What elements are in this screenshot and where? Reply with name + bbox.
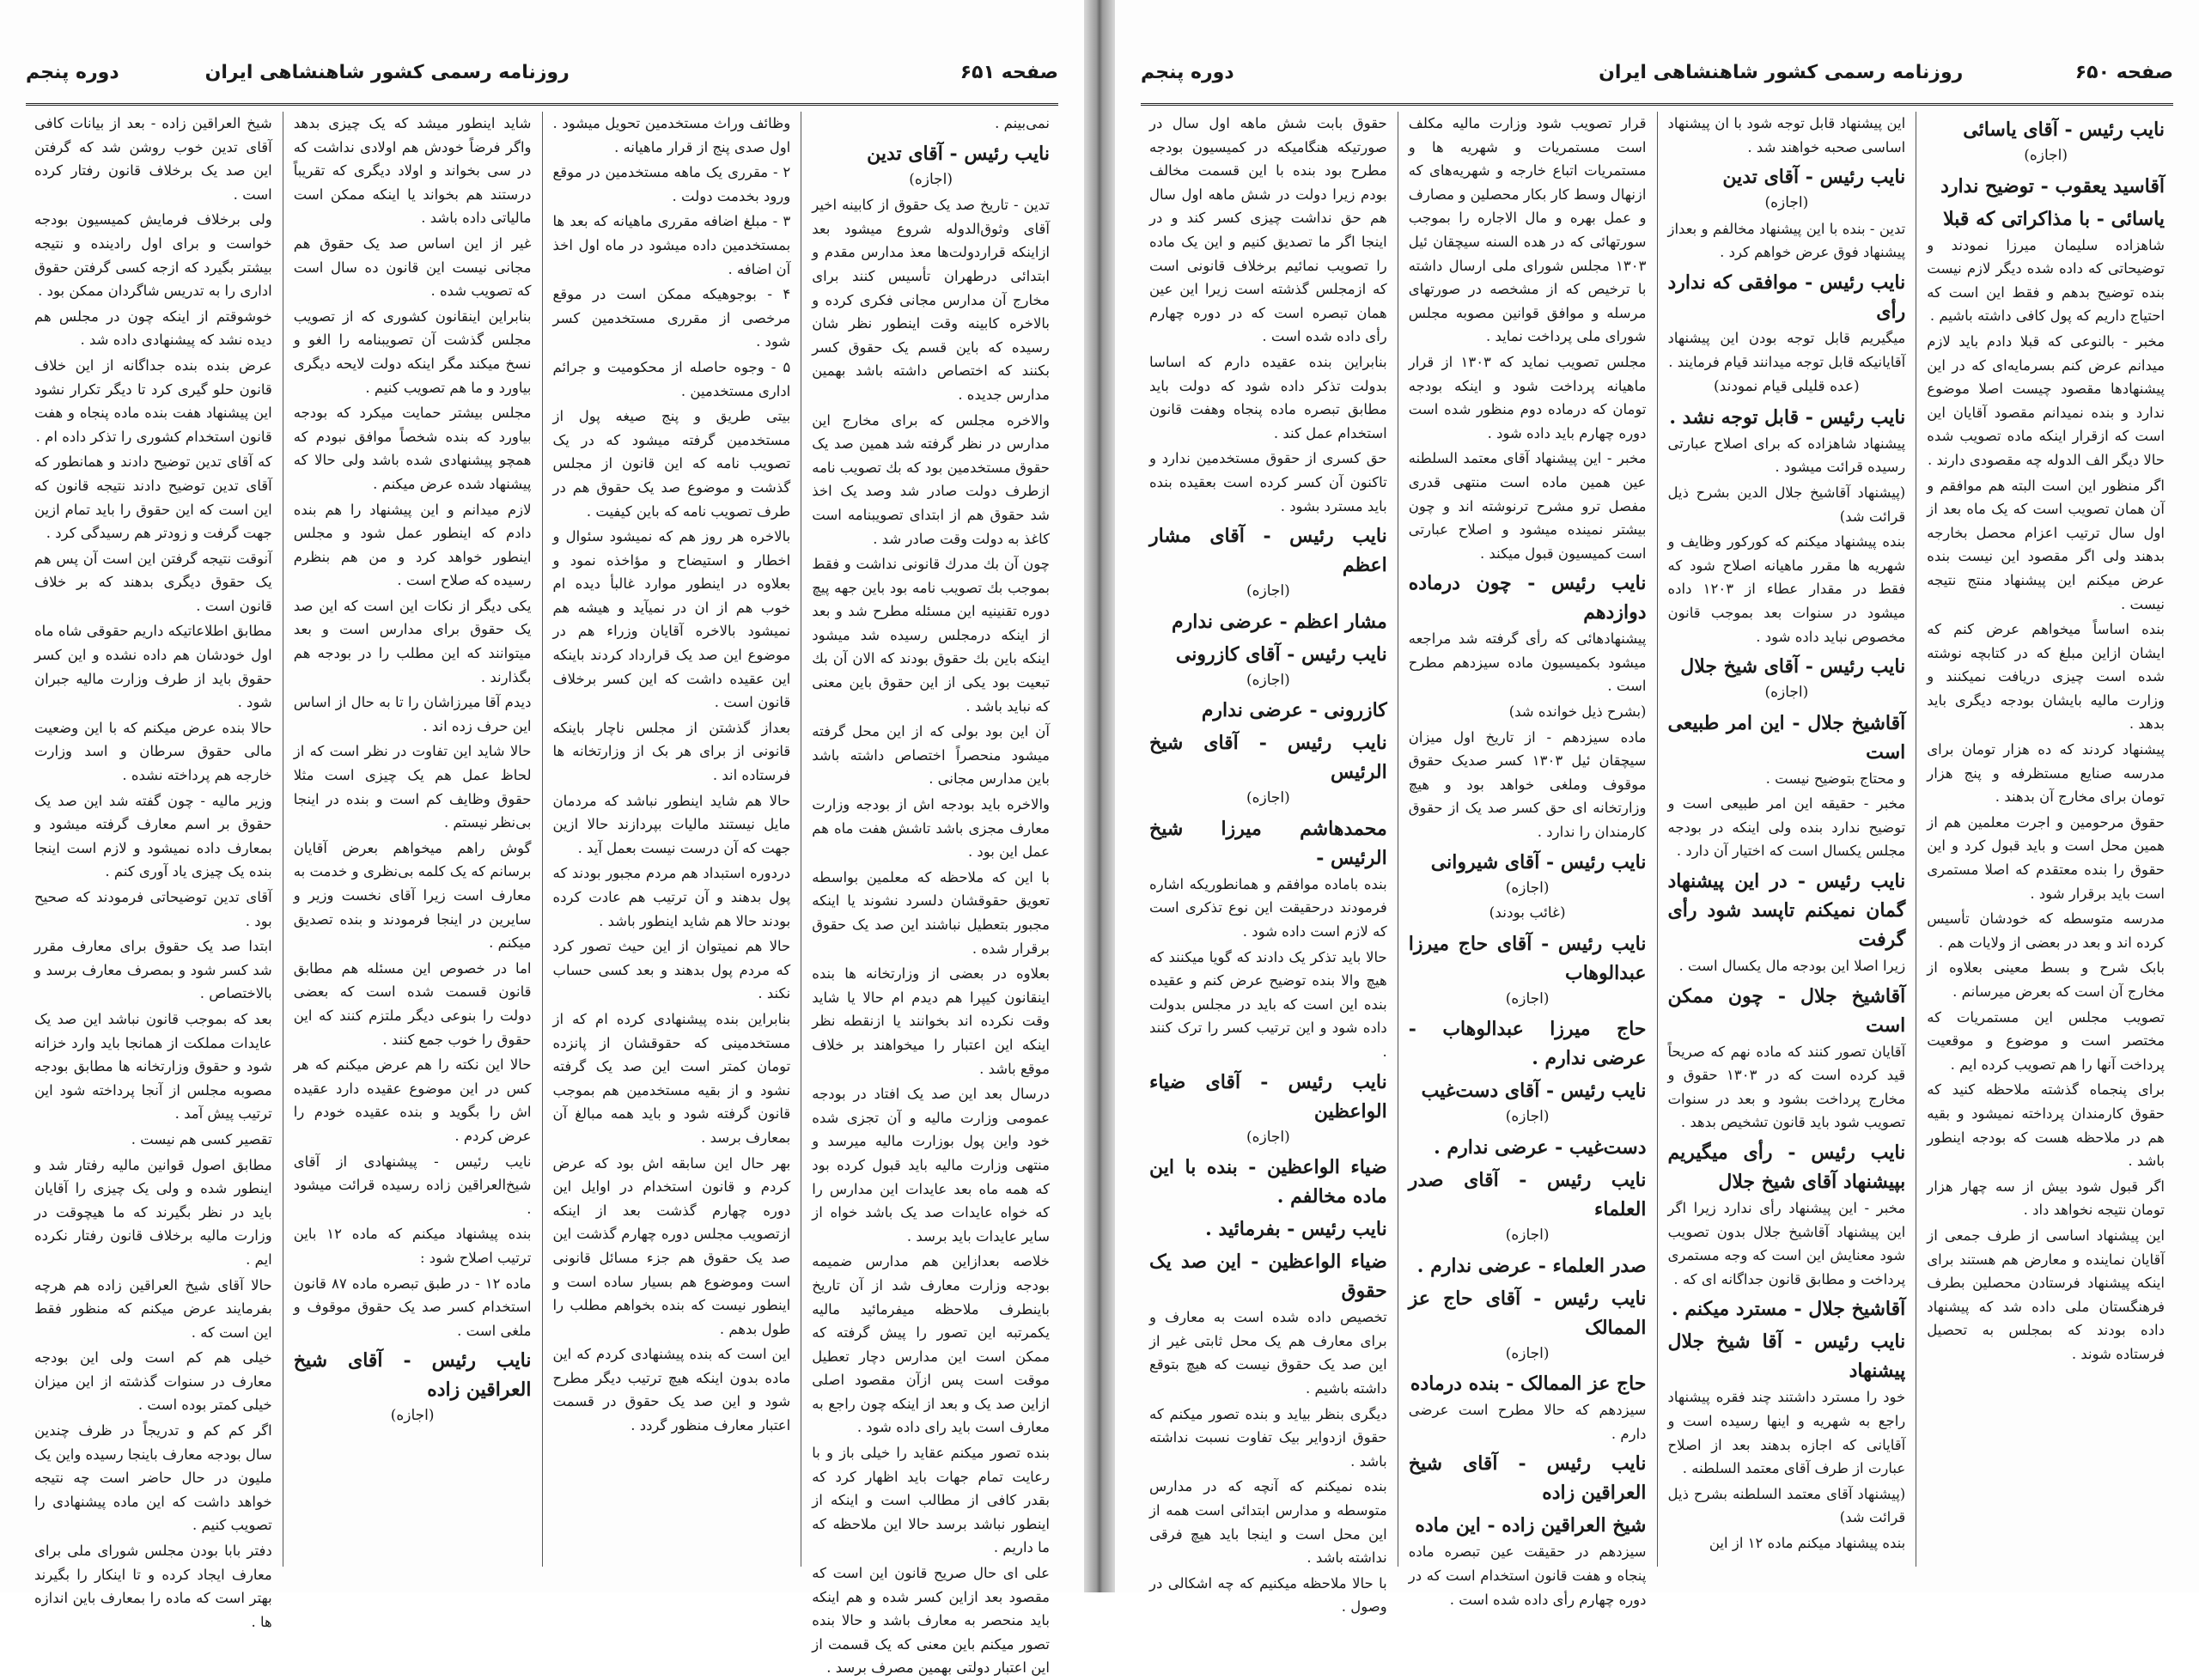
paragraph: مخبر - این پیشنهاد رأی ندارد زیرا اگر این پیشنهاد آقاشیخ جلال بدون تصویب شود معنایش این است که وجه مستمری پرداخت و مطابق قانون جداگانه ای که . [1667,1200,1906,1287]
parenthetical-note: (اجازه) [1505,1227,1550,1244]
speaker-heading: نایب رئیس - آقای شیخ العراقین زاده [293,1349,532,1402]
speaker-heading: نایب رئیس - آقای کازرونی [1175,642,1387,666]
left-page [0,0,1084,1677]
speaker-heading: مشار اعظم - عرضی ندارم [1172,610,1387,633]
speaker-heading: ضیاء الواعظین - بنده با این ماده مخالفم . [1149,1156,1387,1208]
right-page [1115,0,2199,1616]
paragraph: بنده پیشنهاد میکنم که ماده ۱۲ باین ترتیب اصلاح شود : [293,1226,532,1266]
paragraph: سیزدهم که حالا مطرح است عرضی دارم . [1408,1402,1647,1442]
parenthetical-note: (اجازه) [1505,1344,1550,1362]
paragraph: حالا باید تذکر یک دادند که گویا میکنند که هیچ والا بنده توضیح عرض کنم و عقیده بنده این است که باید در مجلس بدولت داده شود و این ترتیب کسر را ترک کنند . [1149,948,1387,1061]
speaker-heading: نایب رئیس - چون درماده دوازدهم [1408,572,1647,624]
paragraph: آقای تدین توضیحاتی فرمودند که صحیح بود . [34,889,272,929]
speaker-heading: نایب رئیس - آقای شیخ العراقین زاده [1408,1452,1647,1505]
parenthetical-note: (اجازه) [1505,879,1550,897]
paragraph: دفتر بابا بودن مجلس شورای ملی برای معارف ایجاد کرده و تا اینکار را بگیرند بهتر است که ماده را بمعارف باین اندازه ها . [34,1543,272,1630]
paragraph: وزیر مالیه - چون گفته شد این صد یک حقوق بر اسم معارف گرفته میشود و بمعارف داده نمیشود و لازم است اینجا بنده یک چیزی یاد آوری کنم . [34,792,272,880]
left-page-number: صفحه ۶۵۱ [959,62,1058,83]
paragraph: مخبر - بالنوعی که قبلا دادم باید لازم میدانم عرض کنم بسرمایه‌ای که در این پیشنهادها مقصود چیست اصلا موضوع ندارد و بنده نمیدانم مقصود آقایان این است که ازقرار اینکه ماده تصویب شده حالا دیگر الف الدوله چه مقصودی دارند . [1927,332,2165,468]
paragraph: مدرسه متوسطه که خودشان تأسیس کرده اند و بعد در بعضی از ولایات هم . [1927,910,2165,951]
paragraph: حق کسری از حقوق مستخدمین ندارد و تاکنون آن کسر کرده است بعقیده بنده باید مسترد بشود . [1149,450,1387,514]
paragraph: زیرا اصلا این بودجه مال یکسال است . [1678,958,1906,975]
parenthetical-note: (اجازه) [909,170,953,188]
right-page-era: دوره پنجم [1141,62,1234,83]
paragraph: ماده ۱۲ - در طبق تبصره ماده ۸۷ قانون استخدام کسر صد یک حقوق موقوف و ملغی است . [293,1275,532,1339]
speaker-heading: نایب رئیس - آقای ضیاء الواعظین [1149,1070,1387,1123]
paragraph: آن این بود بولی که از این محل گرفته میشود منحصراً اختصاص داشته باشد باین مدارس مجانی . [812,723,1050,788]
speaker-heading: نایب رئیس - آقای تدین [1722,166,1906,189]
paragraph: که آقای تدین توضیح دادند و همانطور که آقای تدین توضیح دادند نتیجه قانون که این است که این حقوق را باید تمام ازین جهت گرفت و زودتر هم رسیدگی کرد . [34,453,272,542]
parenthetical-note: (اجازه) [1764,684,1809,702]
speaker-heading: کازرونی - عرضی ندارم [1201,699,1387,722]
paragraph: بنابراین بنده عقیده دارم که اساسا بدولت تذکر داده شود که دولت باید مطابق تبصره ماده پنجاه وهفت قانون استخدام عمل کند . [1149,353,1387,441]
paragraph: اما در خصوص این مسئله هم مطابق قانون قسمت شده است که بعضی دولت را بنوعی دیگر ملتزم کنند که این حقوق را خوب جمع کنند . [293,959,532,1048]
paragraph: حالا هم نمیتوان از این حیث تصور کرد که مردم پول بدهند و بعد کسی حساب نکند . [552,938,791,1002]
paragraph: این پیشنهاد قابل توجه شود با ان پیشنهاد اساسی صحبه خواهند شد . [1667,115,1906,155]
paragraph: حقوق بابت شش ماهه اول سال در صورتیکه هنگامیکه در کمیسیون بودجه مطرح بود بنده با این قسمت مخالف بودم زیرا دولت در شش ماهه اول سال هم حق نداشت چیزی کسر کند و در اینجا اگر ما تصدیق کنیم و این یک ماده را تصویب نمائیم برخلاف قانونی است که ازمجلس گذشته است زیرا این عین همان تبصره است که در دوره چهارم رأی داده شده است . [1149,115,1387,345]
parenthetical-note: (اجازه) [2024,147,2068,164]
paragraph: غیر از این اساس صد یک حقوق هم مجانی نیست این قانون ده سال است که تصویب شده . [293,234,532,300]
right-page-number: صفحه ۶۵۰ [2074,62,2173,83]
paragraph: مخبر - این پیشنهاد آقای معتمد السلطنه عین همین ماده است منتهی قدری مفصل ترو مشرح ترنوشته اند و چون بیشتر نمینده میشود و اصلاح عبارتی است کمیسیون قبول میکند . [1408,450,1647,562]
paragraph: نایب رئیس - پیشنهادی از آقای شیخ‌العراقین زاده رسیده قرائت میشود . [293,1153,532,1217]
speaker-heading: نایب رئیس - آقای یاسائی [1963,119,2165,141]
paragraph: مجلس تصویب نماید که ۱۳۰۳ از قرار ماهیانه پرداخت شود و اینکه بودجه تومان که درماده دوم منظور شده است دوره چهارم باید داده شود . [1408,353,1647,441]
speaker-heading: نایب رئیس - آقای حاج میرزا عبدالوهاب [1408,932,1647,984]
right-page-title: روزنامه رسمی کشور شاهنشاهی ایران [1599,62,1964,83]
paragraph: پیشنهاد شاهزاده که برای اصلاح عبارتی رسیده قرائت میشود . [1667,435,1906,476]
paragraph: مجلس بیشتر حمایت میکرد که بودجه بیاورد که بنده شخصاً موافق نبودم که همچو پیشنهادی شده باشد ولی حالا که پیشنهاد شده عرض میکنم . [293,405,532,492]
paragraph: با حالا ملاحظه میکنیم که چه اشکالی در وصول . [1149,1574,1387,1616]
paragraph: حقوق مرحومین و اجرت معلمین هم از همین محل است و باید قبول کرد و این حقوق را بنده معتقدم که اصلا مستمری است باید برقرار شود . [1927,813,2165,902]
paragraph: ولی برخلاف فرمایش کمیسیون بودجه خواست و برای اول رادینده و نتیجه بیشتر بگیرد که ازجه کسی گرفتن حقوق اداری را به تدریس شاگردان ممکن بود . [34,211,272,300]
speaker-heading: نایب رئیس - آقای تدین [867,142,1050,165]
left-page-header [26,53,1058,106]
paragraph: این است که بنده پیشنهادی کردم که این ماده بدون اینکه هیچ ترتیب دیگر مطرح شود و این صد یک حقوق در قسمت اعتبار معارف منظور گردد . [552,1346,791,1434]
paragraph: بعلاوه در بعضی از وزارتخانه ها بنده اینقانون کیپرا هم دیدم ام حالا یا شاید وقت نکرده اند بخوانند یا ازنقطه نظر اینکه این اعتبار را میخواهند بر خلاف موقع باشد . [812,965,1050,1077]
paragraph: ابتدا صد یک حقوق برای معارف مقرر شد کسر شود و بمصرف معارف برسد و بالاختصاص . [34,938,272,1002]
paragraph: نمی‌بینم . [995,115,1050,131]
speaker-heading: آقاشیخ جلال - چون ممکن است [1667,984,1906,1037]
speaker-heading: نایب رئیس - آقای مشار اعظم [1149,525,1387,577]
speaker-heading: نایب رئیس - در این پیشنهاد گمان نمیکنم تاپسد شود رأی گرفت [1667,870,1906,952]
paragraph: ۳ - مبلغ اضافه مقرری ماهیانه که بعد ها بمستخدمین داده میشود در ماه اول اخذ آن اضافه . [552,213,791,277]
paragraph: والاخره باید بودجه اش از بودجه وزارت معارف مجزی باشد تاشش هفت ماه هم عمل این بود . [812,796,1050,861]
parenthetical-note: (اجازه) [1246,671,1290,689]
right-page-column [1398,112,1657,1608]
right-page-column [1916,112,2175,1567]
paragraph: ۴ - بوجوهیکه ممکن است در موقع مرخصی از مقرری مستخدمین کسر شود . [552,286,791,350]
paragraph: حالا بنده عرض میکنم که با این وضعیت مالی حقوق سرطان و اسد وزارت خارجه هم پرداخته نشده . [34,719,272,784]
right-page-columns [1139,112,2175,1616]
left-page-column [24,112,283,1630]
paragraph: بعداز گذشتن از مجلس ناچار باینکه قانونی از برای هر بک از وزارتخانه ها فرستاده اند . [552,719,791,784]
paragraph: بنده پیشنهاد میکنم که کورکور وظایف و شهریه ها مقرر ماهیانه اصلاح شود که فقط در مقدار عطاء از ۱۲۰۳ داده میشود در سنوات بعد بموجب قانون مخصوص نباید داده شود . [1667,533,1906,645]
paragraph: و محتاج بتوضیح نیست . [1765,770,1906,787]
speaker-heading: آقاسید یعقوب - توضیح ندارد [1940,174,2165,198]
paragraph: لازم میدانم و این پیشنهاد را هم بنده دادم که اینطور عمل شود و مجلس اینطور خواهد کرد و من هم بنظرم رسیده که صلاح است . [293,501,532,589]
right-page-column [1139,112,1398,1616]
paragraph: مطابق اطلاعاتیکه داریم حقوقی شاه ماه اول خودشان هم داده نشده و این کسر حقوق باید از طرف وزارت مالیه جبران شود . [34,623,272,711]
paragraph: تخصیص داده شده است به معارف و برای معارف هم یک محل ثابتی غیر از این صد یک حقوق نیست که هیچ بتوقع داشته باشیم . [1149,1309,1387,1397]
parenthetical-note: (اجازه) [1246,789,1290,807]
paragraph: (پیشنهاد آقای معتمد السلطنه بشرح ذیل قرائت شد) [1667,1485,1906,1526]
paragraph: (بشرح ذیل خوانده شد) [1508,703,1647,721]
right-page-header [1141,53,2173,106]
paragraph: با این که ملاحظه که معلمین بواسطه تعویق حقوقشان دلسرد نشوند یا اینکه مجبور بتعطیل نباشند این صد یک حقوق برقرار شده . [812,868,1050,957]
paragraph: بنده باماده موافقم و همانطوریکه اشاره فرمودند درحقیقت این نوع تذکری است که لازم است داده شود . [1149,875,1387,940]
speaker-heading: یاسائی - با مذاکراتی که قبلا [1943,207,2165,230]
parenthetical-note: (اجازه) [1505,989,1550,1007]
paragraph: (پیشنهاد آقاشیخ جلال الدین بشرح ذیل قرائت شد) [1667,484,1906,525]
paragraph: تصویب مجلس این مستمریات که مختصر است و موضوع و موقعیت پرداخت آنها را هم تصویب کرده ایم . [1927,1008,2165,1073]
paragraph: گوش راهم میخواهم بعرض آقایان برسانم که یک کلمه بی‌نظری و خدمت به معارف است زیرا آقای نخست وزیر و سایرین در اینجا فرمودند و بنده تصدیق میکنم . [293,839,532,952]
paragraph: چون آن بك مدرك قانونی نداشت و فقط بموجب بك تصويب نامه بود باین جهه پیچ دوره تقنینیه این مسئله مطرح شد و بعد از اینکه درمجلس رسیده شد میشود اینکه باین بك حقوق بودند که الان آن بك تبعیت بود یکی از این حقوق باین معنی که نباید باشد . [812,556,1050,715]
paragraph: ۲ - مقرری یک ماهه مستخدمین در موقع ورود بخدمت دولت . [552,164,791,204]
paragraph: خوشوقتم از اینکه چون در مجلس هم دیده نشد که پیشنهادی داده شد . [34,307,272,349]
paragraph: مطابق اصول قوانین مالیه رفتار شد و اینطور شده و ولی یک چیزی را آقایان باید در نظر بگیرند که ما هیچوقت در وزارت مالیه برخلاف قانون رفتار نکرده ایم . [34,1156,272,1268]
paragraph: اگر کم کم و تدریجاً در ظرف چندین سال بودجه معارف باینجا رسیده واین یک ملیون در حال حاضر است چه نتیجه خواهد داشت که این ماده پیشنهادی را تصویب کنیم . [34,1422,272,1534]
speaker-heading: نایب رئیس - آقای شیخ الرئیس [1149,732,1387,784]
paragraph: بیتی طریق و پنج صیغه پول از مستخدمین گرفته میشود که در یک تصویب نامه که این قانون از مجلس گذشت و موضوع صد یک حقوق هم در طرف تصویب نامه که باین کیفیت . [552,408,791,520]
left-page-columns [24,112,1060,1677]
parenthetical-note: (عده قلیلی قیام نمودند) [1714,378,1860,396]
speaker-heading: نایب رئیس - آقای حاج عز الممالک [1408,1287,1647,1339]
paragraph: عرض بنده بنده جداگانه از این خلاف قانون حلو گیری کرد تا دیگر تکرار نشود این پیشنهاد هفت بنده ماده پنجاه و هفت قانون استخدام کشوری را تذکر داده ام . [34,356,272,445]
paragraph: مخبر - حقیقه این امر طبیعی است و توضیح ندارد بنده ولی اینکه در بودجه مجلس یکسال است که اختیار آن دارد . [1667,795,1906,860]
paragraph: آقایان تصور کنند که ماده نهم که صریحاً قید کرده است که در ۱۳۰۳ حقوق و مخارج پرداخت بشود و بعد در سنوات تصویب شود باید قانون تشخیص بدهد . [1667,1043,1906,1131]
paragraph: ماده سیزدهم - از تاریخ اول میزان سیچقان ئیل ۱۳۰۳ کسر صدیک حقوق موقوف وملغی خواهد بود و هیچ وزارتخانه ای حق کسر صد یک از حقوق کارمندان را ندارد . [1408,728,1647,841]
paragraph: بنده پیشنهاد میکنم ماده ۱۲ از این [1709,1534,1906,1551]
speaker-heading: آقاشیخ جلال - مسترد میکنم . [1672,1298,1906,1321]
paragraph: بابک شرح و بسط معینی بعلاوه از مخارج آن است که بعرض میرسانم . [1927,959,2165,1000]
speaker-heading: نایب رئیس - آقای صدر العلماء [1408,1169,1647,1220]
speaker-heading: نایب رئیس - آقای شیخ جلال [1680,655,1906,679]
paragraph: دیدم آقا میرزاشان را تا به حال از اساس این حرف زده اند . [293,694,532,734]
paragraph: بنابراین اینقانون کشوری که از تصویب مجلس گذشت آن تصویبنامه را الغو و نسخ میکند مگر اینکه دولت لایحه دیگری بیاورد و ما هم تصویب کنیم . [293,307,532,396]
speaker-heading: نایب رئیس - قابل توجه نشد . [1669,405,1906,429]
paragraph: بنده تصور میکنم عقاید را خیلی باز و با رعایت تمام جهات باید اظهار کرد که بقدر کافی از مطالب است و اینکه از اینطور نباشد برسد حالا این ملاحظه که ما داریم . [812,1445,1050,1556]
left-page-column [283,112,542,1567]
paragraph: قرار تصویب شود وزارت مالیه مکلف است مستمریات و شهریه ها و مستمریات اتباع خارجه و شهریه‌های که ازنهال وسط کار بکار محصلین و مصارف و عمل بهره و مال الاجاره را بموجب سورتهائی که در هده السنه سیچقان ئیل ۱۳۰۳ مجلس شورای ملی ارسال داشته با ترخیص که از مشخصه در صورتهای مرسله و موافق قوانین مصوبه مجلس شورای ملی پرداخت نماید . [1408,115,1647,345]
paragraph: یکی دیگر از نکات این است که این صد یک حقوق برای مدارس است و بعد میتوانند که این مطلب را در بودجه هم بگذارند . [293,597,532,685]
paragraph: بنده نمیکنم که آنچه که در مدارس متوسطه و مدارس ابتدائی است همه از این محل است و اینجا باید هیچ فرقی نداشته باشد . [1149,1478,1387,1567]
paragraph: حالا شاید این تفاوت در نظر است که از لحاظ عمل هم یک چیزی است مثلا حقوق وظایف کم است و بنده در اینجا بی‌نظر نیستم . [293,743,532,831]
parenthetical-note: (غائب بودند) [1489,904,1566,922]
speaker-heading: آقاشیخ جلال - این امر طبیعی است [1667,711,1906,764]
right-page-column [1657,112,1916,1567]
paragraph: خود را مسترد داشتند چند فقره پیشنهاد راجع به شهریه و اینها رسیده است و آقایانی که اجازه بدهند بعد از اصلاح عبارت از طرف آقای معتمد السلطنه . [1667,1389,1906,1477]
paragraph: اگر منظور این است البته هم موافقم و آن همان تصویب است که یک ماه بعد از اول سال ترتیب اعزام محصل بخارجه بدهند ولی اگر مقصود این نیست بنده عرض میکنم این پیشنهاد منتج نتیجه نیست . [1927,477,2165,612]
paragraph: دردوره استبداد هم مردم مجبور بودند که پول بدهند و آن ترتیب هم عادت کرده بودند حالا هم شاید اینطور باشد . [552,865,791,929]
paragraph: تدین - تاریخ صد یک حقوق از کابینه اخیر آقای وثوق‌الدوله شروع میشود بعد ازاینکه قراردولت‌ها معذ مدارس مقدم و ابتدائی درطهران تأسیس کنند برای مخارج آن مدارس مجانی فکری کرده و بالاخره کابینه وقت اینطور نظر شان رسیده که باین قسم یک حقوق کسر بکنند که اختصاص داشته باشد بهمین مدارس جدیده . [812,197,1050,403]
parenthetical-note: (اجازه) [1505,1108,1550,1126]
paragraph: خلاصه بعدازاین هم مدارس ضمیمه بودجه وزارت معارف شد از آن تاریخ باینطرف ملاحظه میفرمائید مالیه یکمرتبه این تصور را پیش گرفته که ممکن است این مدارس دچار تعطیل موقت است پس ازآن مقصود اصلی ازاین صد یک و بعد از اینکه چون راجع به معارف است باید رای داده شود . [812,1253,1050,1436]
paragraph: میگیریم قابل توجه بودن این پیشنهاد آقایانیکه قابل توجه میدانند قیام فرمایند . [1667,329,1906,370]
speaker-heading: ضیاء الواعظین - این صد یک حقوق [1149,1251,1387,1303]
speaker-heading: صدر العلماء - عرضی ندارم . [1416,1254,1647,1277]
paragraph: بنده اساساً میخواهم عرض کنم که ایشان ازاین مبلغ که در کتابچه نوشته شده است چیزی دریافت نمیکنند و وزارت مالیه بایشان بودجه دیگری باید بدهد . [1927,621,2165,733]
speaker-heading: محمدهاشم میرزا شیخ الرئیس - [1149,817,1387,869]
speaker-heading: حاج میرزا عبدالوهاب - عرضی ندارم . [1408,1018,1647,1070]
left-page-title: روزنامه رسمی کشور شاهنشاهی ایران [204,62,570,83]
speaker-heading: نایب رئیس - آقای دست‌غیب [1421,1080,1647,1103]
parenthetical-note: (اجازه) [1764,194,1809,212]
paragraph: بنابراین بنده پیشنهادی کرده ام که از مستخدمینی که حقوقشان از پانزده تومان کمتر است این صد یک گرفته نشود و از بقیه مستخدمین هم بموجب قانون گرفته شود و باید همه مبالغ آن بمعارف برسد . [552,1010,791,1146]
speaker-heading: دست‌غیب - عرضی ندارم . [1434,1136,1647,1159]
paragraph: حالا آقای شیخ العراقین زاده هم هرچه بفرمایند عرض میکنم که منظور فقط این است که . [34,1276,272,1341]
speaker-heading: نایب رئیس - بفرمائید . [1205,1218,1387,1241]
parenthetical-note: (اجازه) [1246,1128,1290,1146]
paragraph: تدین - بنده با این پیشنهاد مخالفم و بعداز پیشنهاد فوق عرض خواهم کرد . [1667,220,1906,261]
paragraph: وظائف وراث مستخدمین تحویل میشود . اول صدی پنج از قرار ماهیانه . [552,115,791,155]
paragraph: ۵ - وجوه حاصله از محکومیت و جرائم اداری مستخدمین . [552,358,791,399]
paragraph: درسال بعد این صد یک افتاد در بودجه عمومی وزارت مالیه و آن تجزی شده خود واین پول بوزارت مالیه میرسد و منتهی وزارت مالیه باید قبول کرده بود که همه ماه بعد عایدات این مدارس را که خواه عایدات صد یک باشد خواه از سایر عایدات باید برسد . [812,1086,1050,1245]
paragraph: دیگری بنظر بیاید و بنده تصور میکنم که حقوق ازدوایر بیک تفاوت نسبت نداشته باشد . [1149,1405,1387,1470]
parenthetical-note: (اجازه) [390,1407,435,1425]
speaker-heading: نایب رئیس - موافقی که ندارد رأی [1667,271,1906,323]
paragraph: علی ای حال صریح قانون این است که مقصود بعد ازاین کسر شده و هم اینکه باید منحصر به معارف باشد و حالا بنده تصور میکنم باین معنی که یک قسمت از این اعتبار دولتی بهمین مصرف برسد . [812,1565,1050,1677]
speaker-heading: حاج عز الممالک - بنده درماده [1410,1373,1647,1396]
paragraph: پیشنهاد کردند که ده هزار تومان برای مدرسه صنایع مستظرفه و پنج هزار تومان برای مخارج آن بدهند . [1927,741,2165,806]
left-page-era: دوره پنجم [26,62,119,83]
paragraph: حالا هم شاید اینطور نباشد که مردمان مایل نیستند مالیات بپردازند حالا ازین جهت که آن درست نیست بعمل آید . [552,792,791,856]
paragraph: خیلی هم کم است ولی این بودجه معارف در سنوات گذشته از این میزان خیلی کمتر بوده است . [34,1349,272,1414]
speaker-heading: شیخ العراقین زاده - این ماده [1415,1514,1647,1537]
paragraph: سیزدهم در حقیقت عین تبصره ماده پنجاه و هفت قانون استخدام است که در دوره چهارم رأی داده شده است . [1408,1543,1647,1608]
paragraph: بعد که بموجب قانون نباشد این صد یک عایدات مملکت از همانجا باید وارد خزانه شود و حقوق وزارتخانه ها مطابق بودجه مصوبه مجلس از آنجا پرداخته شود این ترتیب پیش آمد . [34,1010,272,1123]
paragraph: اگر قبول شود بیش از سه چهار هزار تومان نتیجه نخواهد داد . [1927,1178,2165,1219]
paragraph: حالا این نکته را هم عرض میکنم که هر کس در این موضوع عقیده دارد عقیده اش را بگوید و بنده عقیده خودم را عرض کردم . [293,1056,532,1144]
speaker-heading: نایب رئیس - رأی میگیریم بپیشنهاد آقای شیخ جلال [1667,1141,1906,1194]
left-page-column [801,112,1060,1677]
speaker-heading: نایب رئیس - آقای شیروانی [1430,850,1647,873]
paragraph: برای پنجماه گذشته ملاحظه کنید که حقوق کارمندان پرداخته نمیشود و بقیه هم در ملاحظه هست که بودجه اینطور باشد . [1927,1081,2165,1170]
left-page-column [542,112,801,1567]
paragraph: والاخره مجلس که برای مخارج این مدارس در نظر گرفته شد همین صد یک حقوق مستخدمین بود که بك تصويب نامه ازطرف دولت صادر شد وصد یک اخذ شد حقوق هم از ابتدای تصویبنامه است کاغذ به دولت وقت صادر شد . [812,411,1050,547]
paragraph: تقصیر کسی هم نیست . [131,1130,272,1147]
speaker-heading: نایب رئیس - آقا شیخ جلال پیشنهاد [1667,1330,1906,1383]
paragraph: شیخ العراقین زاده - بعد از بیانات کافی آقای تدین خوب روشن شد که گرفتن این صد یک برخلاف قانون رفتار کرده است . [34,115,272,203]
paragraph: شاید اینطور میشد که یک چیزی بدهد واگر فرضاً خودش هم اولادی نداشت که در سی بخواند و اولاد دیگری که تقریباً درستند هم بخواند یا اینکه ممکن است مالیاتی داده باشد . [293,115,532,227]
paragraph: این پیشنهاد اساسی از طرف جمعی از آقایان نماینده و معارض هم هستند برای اینکه پیشنهاد فرستادن محصلین بطرف فرهنگستان ملی داده شد که پیشنهاد داده بودند که بمجلس به تحصیل فرستاده شوند . [1927,1227,2165,1362]
paragraph: شاهزاده سلیمان میرزا نمودند و توضیحاتی که داده شده دیگر لازم نیست بنده توضیح بدهم و فقط این است که احتیاج داریم که پول کافی داشته باشیم . [1927,236,2165,325]
book-gutter [1084,0,1115,1592]
paragraph: بالاخره هر روز هم که نمیشود سئوال و اخطار و استیضاح و مؤاخذه نمود و بعلاوه در اینطور موارد غالبأ دیده ام خوب هم از ان در نمیآید و هیشه هم نمیشود بالاخره آقایان وزراء هم در موضوع این صد یک قرارداد کردند باینکه این عقیده داشت که این کسر برخلاف قانون است . [552,528,791,711]
paragraph: پیشنهادهائی که رأی گرفته شد مراجعه میشود بکمیسیون ماده سیزدهم مطرح است . [1408,630,1647,695]
paragraph: آنوقت نتیجه گرفتن این است آن پس هم یک حقوق دیگری بدهند که بر خلاف قانون است . [34,550,272,614]
paragraph: بهر حال این سابقه اش بود که عرض کردم و قانون استخدام در اوایل این دوره چهارم گذشت بعد از اینکه ازتصویب مجلس دوره چهارم گذشت این صد یک حقوق هم جزء مسائل قانونی است وموضوع هم بسیار ساده است و اینطور نیست که بنده بخواهم مطلب را طول بدهم . [552,1154,791,1337]
parenthetical-note: (اجازه) [1246,582,1290,600]
